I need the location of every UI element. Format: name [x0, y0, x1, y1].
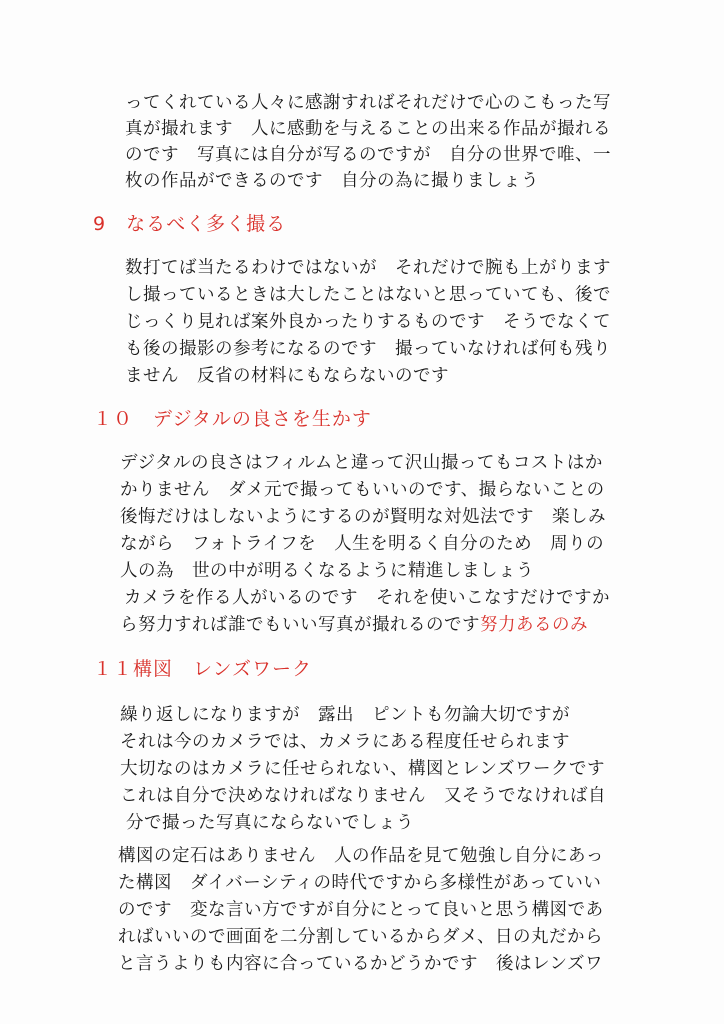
section-10-accent-text: 努力あるのみ: [480, 615, 588, 635]
intro-line-1: ってくれている人々に感謝すればそれだけで心のこもった写: [125, 93, 611, 113]
section-11-line-8: のです 変な言い方ですが自分にとって良いと思う構図であ: [118, 900, 604, 920]
section-10-line-7-text: ら努力すれば誰でもいい写真が撮れるのです: [120, 615, 480, 635]
section-10-line-6: カメラを作る人がいるのです それを使いこなすだけですか: [124, 588, 610, 608]
section-10-line-3: 後悔だけはしないようにするのが賢明な対処法です 楽しみ: [120, 507, 606, 527]
section-11-line-2: それは今のカメラでは、カメラにある程度任せられます: [120, 732, 570, 752]
section-11-heading: １１構図 レンズワーク: [93, 658, 312, 680]
section-10-line-4: ながら フォトライフを 人生を明るく自分のため 周りの: [120, 534, 605, 554]
intro-line-2: 真が撮れます 人に感動を与えることの出来る作品が撮れる: [125, 119, 611, 139]
section-9-line-3: じっくり見れば案外良かったりするものです そうでなくて: [125, 312, 611, 332]
section-11-line-4: これは自分で決めなければなりません 又そうでなければ自: [120, 786, 606, 806]
section-11-line-6: 構図の定石はありません 人の作品を見て勉強し自分にあっ: [118, 846, 604, 866]
intro-line-3: のです 写真には自分が写るのですが 自分の世界で唯、一: [125, 145, 611, 165]
section-9-line-5: ません 反省の材料にもならないのです: [125, 366, 449, 386]
section-10-line-2: かりません ダメ元で撮ってもいいのです、撮らないことの: [120, 480, 605, 500]
section-10-heading: １０ デジタルの良さを生かす: [93, 408, 372, 430]
section-10-line-5: 人の為 世の中が明るくなるように精進しましょう: [120, 561, 534, 581]
section-11-line-5: 分で撮った写真にならないでしょう: [126, 813, 414, 833]
intro-line-4: 枚の作品ができるのです 自分の為に撮りましょう: [125, 171, 539, 191]
section-11-line-1: 繰り返しになりますが 露出 ピントも勿論大切ですが: [120, 705, 570, 725]
section-11-line-10: と言うよりも内容に合っているかどうかです 後はレンズワ: [118, 954, 604, 974]
section-9-line-1: 数打てば当たるわけではないが それだけで腕も上がります: [125, 258, 611, 278]
section-9-line-2: し撮っているときは大したことはないと思っていても、後で: [125, 285, 611, 305]
section-10-line-1: デジタルの良さはフィルムと違って沢山撮ってもコストはか: [120, 453, 603, 473]
section-10-line-7: [120, 612, 588, 638]
section-11-line-3: 大切なのはカメラに任せられない、構図とレンズワークです: [120, 759, 606, 779]
section-11-line-9: ればいいので画面を二分割しているからダメ、日の丸だから: [118, 927, 603, 947]
section-11-line-7: た構図 ダイバーシティの時代ですから多様性があっていい: [118, 873, 602, 893]
section-9-line-4: も後の撮影の参考になるのです 撮っていなければ何も残り: [125, 339, 611, 359]
section-9-heading: 9 なるべく多く撮る: [93, 213, 287, 235]
